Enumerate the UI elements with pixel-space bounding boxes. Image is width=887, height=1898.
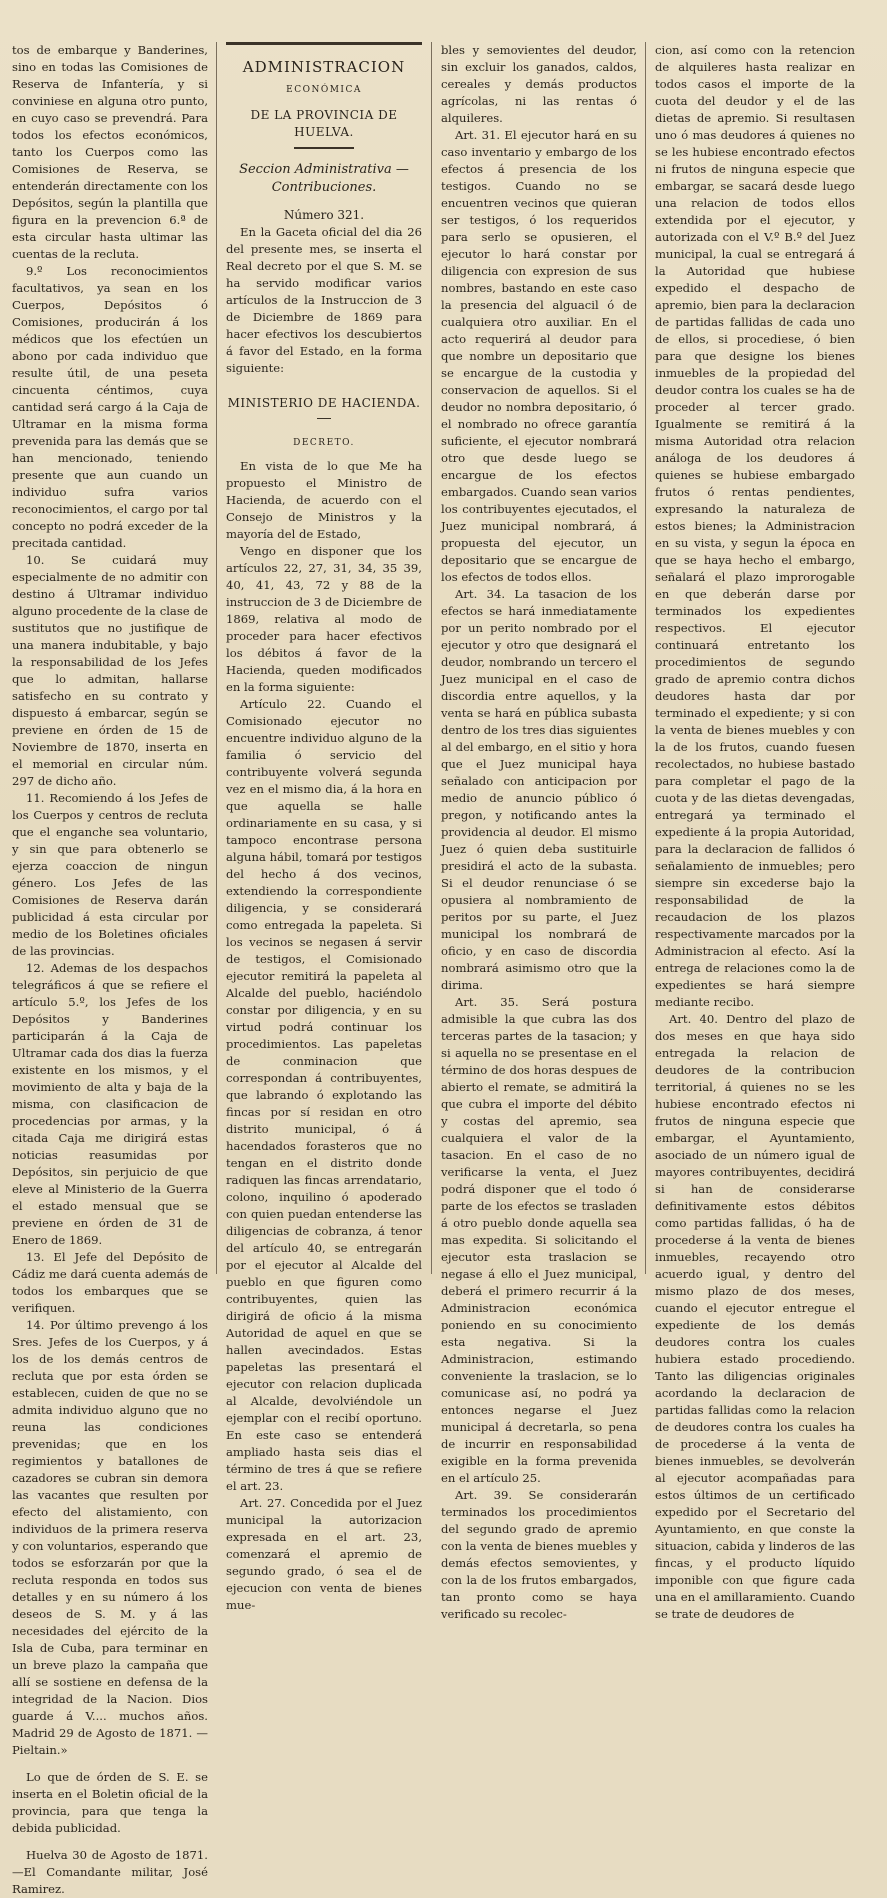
column-1 (12, 42, 208, 1896)
decree-heading: DECRETO. (293, 438, 355, 448)
paragraph: Art. 35. Será postura admisible la que cubra las dos terceras partes de la tasacion; y si aquella no se presentase en el término de dos horas despues de abierto el remate, se admitirá la que cubra el importe del débito y costas del apremio, sea cualquiera el valor de la tasacion. En el caso de no verificarse la venta, el Juez podrá disponer que el todo ó parte de los efectos se trasladen á otro pueblo donde aquella sea mas expedita. Si solicitando el ejecutor esta traslacion se negase á ello el Juez municipal, deberá el primero recurrir á la Administracion económica poniendo en su conocimiento esta negativa. Si la Administracion, estimando conveniente la traslacion, se lo comunicase así, no podrá ya entonces negarse el Juez municipal á decretarla, so pena de incurrir en responsabilidad exigible en la forma prevenida en el artículo 25. (441, 995, 637, 1485)
paragraph: 10. Se cuidará muy especialmente de no admitir con destino á Ultramar individuo alguno procedente de la clase de sustitutos que no justifique de una manera indubitable, y bajo la responsabilidad de los Jefes que lo admitan, hallarse satisfecho en su contrato y dispuesto á embarcar, según se previene en órden de 15 de Noviembre de 1870, inserta en el memorial en circular núm. 297 de dicho año. (12, 553, 208, 788)
column-rule (216, 42, 217, 1274)
paragraph: cion, así como con la retencion de alquileres hasta realizar en todos casos el importe de la cuota del deudor y el de las dietas de apremio. Si resultasen uno ó mas deudores á quienes no se les hubiese encontrado efectos ni frutos de ninguna especie que embargar, se sacará desde luego una relacion de todos ellos extendida por el ejecutor, y autorizada con el V.º B.º del Juez municipal, la cual se entregará á la Autoridad que hubiese expedido el despacho de apremio, bien para la declaracion de partidas fallidas de cada uno de ellos, si procediese, ó bien para que designe los bienes inmuebles de la propiedad del deudor contra los cuales se ha de proceder al tercer grado. Igualmente se remitirá á la misma Autoridad otra relacion análoga de los deudores á quienes se hubiese embargado frutos ó rentas pendientes, expresando la naturaleza de estos bienes; la Administracion en su vista, y segun la época en que se haya hecho el embargo, señalará el plazo improrogable en que deberán darse por terminados los expedientes respectivos. El ejecutor continuará entretanto los procedimientos de segundo grado de apremio contra dichos deudores hasta dar por terminado el expediente; y si con la venta de bienes muebles y con la de los frutos, cuando fuesen recolectados, no hubiese bastado para completar el pago de la cuota y de las dietas devengadas, entregará ya terminado el expediente á la propia Autoridad, para la declaracion de fallidos ó señalamiento de inmuebles; pero siempre sin excederse bajo la responsabilidad de la recaudacion de los plazos respectivamente marcados por la Administracion al efecto. Así la entrega de relaciones como la de expedientes se hará siempre mediante recibo. (655, 43, 855, 1009)
paragraph: Artículo 22. Cuando el Comisionado ejecutor no encuentre individuo alguno de la familia ó servicio del contribuyente volverá segunda vez en el mismo dia, á la hora en que aquella se halle ordinariamente en su casa, y si tampoco encontrase persona alguna hábil, tomará por testigos del hecho á dos vecinos, extendiendo la correspondiente diligencia, y se considerará como entregada la papeleta. Si los vecinos se negasen á servir de testigos, el Comisionado ejecutor remitirá la papeleta al Alcalde del pueblo, haciéndolo constar por diligencia, y en su virtud podrá continuar los procedimientos. Las papeletas de conminacion que correspondan á contribuyentes, que labrando ó explotando las fincas por sí residan en otro distrito municipal, ó á hacendados forasteros que no tengan en el distrito donde radiquen las fincas arrendatario, colono, inquilino ó apoderado con quien puedan entenderse las diligencias de cobranza, á tenor del artículo 40, se entregarán por el ejecutor al Alcalde del pueblo en que figuren como contribuyentes, quien las dirigirá de oficio á la misma Autoridad de aquel en que se hallen avecindados. Estas papeletas las presentará el ejecutor con relacion duplicada al Alcalde, devolviéndole un ejemplar con el recibí oportuno. En este caso se entenderá ampliado hasta seis dias el término de tres á que se refiere el art. 23. (226, 697, 422, 1493)
paragraph: 11. Recomiendo á los Jefes de los Cuerpos y centros de recluta que el enganche sea voluntario, y sin que para obtenerlo se ejerza coaccion de ningun género. Los Jefes de las Comisiones de Reserva darán publicidad á esta circular por medio de los Boletines oficiales de las provincias. (12, 791, 208, 958)
section-title: Seccion Administrativa —Contribuciones. (239, 162, 409, 195)
paragraph: bles y semovientes del deudor, sin excluir los ganados, caldos, cereales y demás productos agrícolas, ni las rentas ó alquileres. (441, 43, 637, 125)
paragraph: Art. 31. El ejecutor hará en su caso inventario y embargo de los efectos á presencia de los testigos. Cuando no se encuentren vecinos que quieran ser testigos, ó los requeridos para serlo se opusieren, el ejecutor lo hará constar por diligencia con expresion de sus nombres, bastando en este caso la presencia del alguacil ó de cualquiera otro auxiliar. En el acto requerirá al deudor para que nombre un depositario que se encargue de la custodia y conservacion de aquellos. Si el deudor no nombra depositario, ó el nombrado no ofrece garantía suficiente, el ejecutor nombrará otro que desde luego se encargue de los efectos embargados. Cuando sean varios los contribuyentes ejecutados, el Juez municipal nombrará, á propuesta del ejecutor, un depositario que se encargue de los efectos de todos ellos. (441, 128, 637, 584)
paragraph: Art. 39. Se considerarán terminados los procedimientos del segundo grado de apremio con la venta de bienes muebles y demás efectos semovientes, y con la de los frutos embargados, tan pronto como se haya verificado su recolec- (441, 1488, 637, 1621)
header-rule (226, 42, 422, 45)
section-subheading: ECONÓMICA (286, 85, 362, 95)
paragraph: En la Gaceta oficial del dia 26 del presente mes, se inserta el Real decreto por el que S. M. se ha servido modificar varios artículos de la Instruccion de 3 de Diciembre de 1869 para hacer efectivos los descubiertos á favor del Estado, en la forma siguiente: (226, 225, 422, 375)
paragraph: Art. 27. Concedida por el Juez municipal la autorizacion expresada en el art. 23, comenzará el apremio de segundo grado, ó sea el de ejecucion con venta de bienes mue- (226, 1496, 422, 1612)
section-heading: ADMINISTRACION (242, 58, 406, 76)
signature-line: Huelva 30 de Agosto de 1871.—El Comandante militar, José Ramirez. (12, 1848, 208, 1896)
column-4 (655, 42, 855, 1621)
paragraph: 12. Ademas de los despachos telegráficos á que se refiere el artículo 5.º, los Jefes de los Depósitos y Banderines participarán á la Caja de Ultramar cada dos dias la fuerza existente en los mismos, y el movimiento de alta y baja de la misma, con clasificacion de procedencias por armas, y la citada Caja me dirigirá estas noticias reasumidas por Depósitos, sin perjuicio de que eleve al Ministerio de la Guerra el estado mensual que se previene en órden de 31 de Enero de 1869. (12, 961, 208, 1247)
column-2 (226, 42, 422, 1612)
column-rule (645, 42, 646, 1274)
paragraph: Art. 34. La tasacion de los efectos se hará inmediatamente por un perito nombrado por el ejecutor y otro que designará el deudor, nombrando un tercero el Juez municipal en el caso de discordia entre aquellos, y la venta se hará en pública subasta dentro de los tres dias siguientes al del embargo, en el sitio y hora que el Juez municipal haya señalado con anticipacion por medio de anuncio público ó pregon, y notificando antes la providencia al deudor. El mismo Juez ó quien deba sustituirle presidirá el acto de la subasta. Si el deudor renunciase ó se opusiera al nombramiento de peritos por su parte, el Juez municipal los nombrará de oficio, y en caso de discordia nombrará asimismo otro que la dirima. (441, 587, 637, 992)
paragraph: Vengo en disponer que los artículos 22, 27, 31, 34, 35 39, 40, 41, 43, 72 y 88 de la instruccion de 3 de Diciembre de 1869, relativa al modo de proceder para hacer efectivos los débitos á favor de la Hacienda, queden modificados en la forma siguiente: (226, 544, 422, 694)
paragraph: 13. El Jefe del Depósito de Cádiz me dará cuenta además de todos los embarques que se verifiquen. (12, 1250, 208, 1315)
paragraph: 14. Por último prevengo á los Sres. Jefes de los Cuerpos, y á los de los demás centros de recluta que por esta órden se establecen, cuiden de que no se admita individuo alguno que no reuna las condiciones prevenidas; que en los regimientos y batallones de cazadores se cubran sin demora las vacantes que resulten por efecto del alistamiento, con individuos de la primera reserva y con voluntarios, esperando que todos se esforzarán por que la recluta responda en todos sus detalles y en su número á los deseos de S. M. y á las necesidades del ejército de la Isla de Cuba, para terminar en un breve plazo la campaña que allí se sostiene en defensa de la integridad de la Nacion. Dios guarde á V.... muchos años. Madrid 29 de Agosto de 1871. —Pieltain.» (12, 1318, 208, 1757)
paragraph: Lo que de órden de S. E. se inserta en el Boletin oficial de la provincia, para que tenga la debida publicidad. (12, 1770, 208, 1835)
notice-number: Número 321. (283, 208, 365, 222)
short-rule (317, 418, 331, 419)
column-3 (441, 42, 637, 1621)
section-province: DE LA PROVINCIA DE HUELVA. (250, 108, 398, 139)
paragraph: Art. 40. Dentro del plazo de dos meses en que haya sido entregada la relacion de deudores de la contribucion territorial, á quienes no se les hubiese encontrado efectos ni frutos de ninguna especie que embargar, el Ayuntamiento, asociado de un número igual de mayores contribuyentes, decidirá si han de considerarse definitivamente estos débitos como partidas fallidas, ó ha de procederse á la venta de bienes inmuebles, recayendo otro acuerdo igual, y dentro del mismo plazo de dos meses, cuando el ejecutor entregue el expediente de los demás deudores contra los cuales hubiera estado procediendo. Tanto las diligencias originales acordando la declaracion de partidas fallidas como la relacion de deudores contra los cuales ha de procederse á la venta de bienes inmuebles, se devolverán al ejecutor acompañadas para estos últimos de un certificado expedido por el Secretario del Ayuntamiento, en que conste la situacion, cabida y linderos de las fincas, y el producto líquido imponible con que figure cada una en el amillaramiento. Cuando se trate de deudores de (655, 1012, 855, 1621)
paragraph: En vista de lo que Me ha propuesto el Ministro de Hacienda, de acuerdo con el Consejo de Ministros y la mayoría del de Estado, (226, 459, 422, 541)
paragraph: tos de embarque y Banderines, sino en todas las Comisiones de Reserva de Infantería, y si conviniese en alguna otro punto, en cuyo caso se prevendrá. Para todos los efectos económicos, tanto los Cuerpos como las Comisiones de Reserva, se entenderán directamente con los Depósitos, según la plantilla que figura en la prevencion 6.ª de esta circular hasta ultimar las cuentas de la recluta. (12, 43, 208, 261)
column-rule (431, 42, 432, 1274)
decorative-rule (294, 147, 354, 149)
ministry-heading: MINISTERIO DE HACIENDA. (227, 396, 421, 410)
paragraph: 9.º Los reconocimientos facultativos, ya sean en los Cuerpos, Depósitos ó Comisiones, producirán á los médicos que los efectúen un abono por cada individuo que resulte útil, de una peseta cincuenta céntimos, cuya cantidad será cargo á la Caja de Ultramar en la misma forma prevenida para las demás que se han mencionado, teniendo presente que aun cuando un individuo sufra varios reconocimientos, el cargo por tal concepto no podrá exceder de la precitada cantidad. (12, 264, 208, 550)
